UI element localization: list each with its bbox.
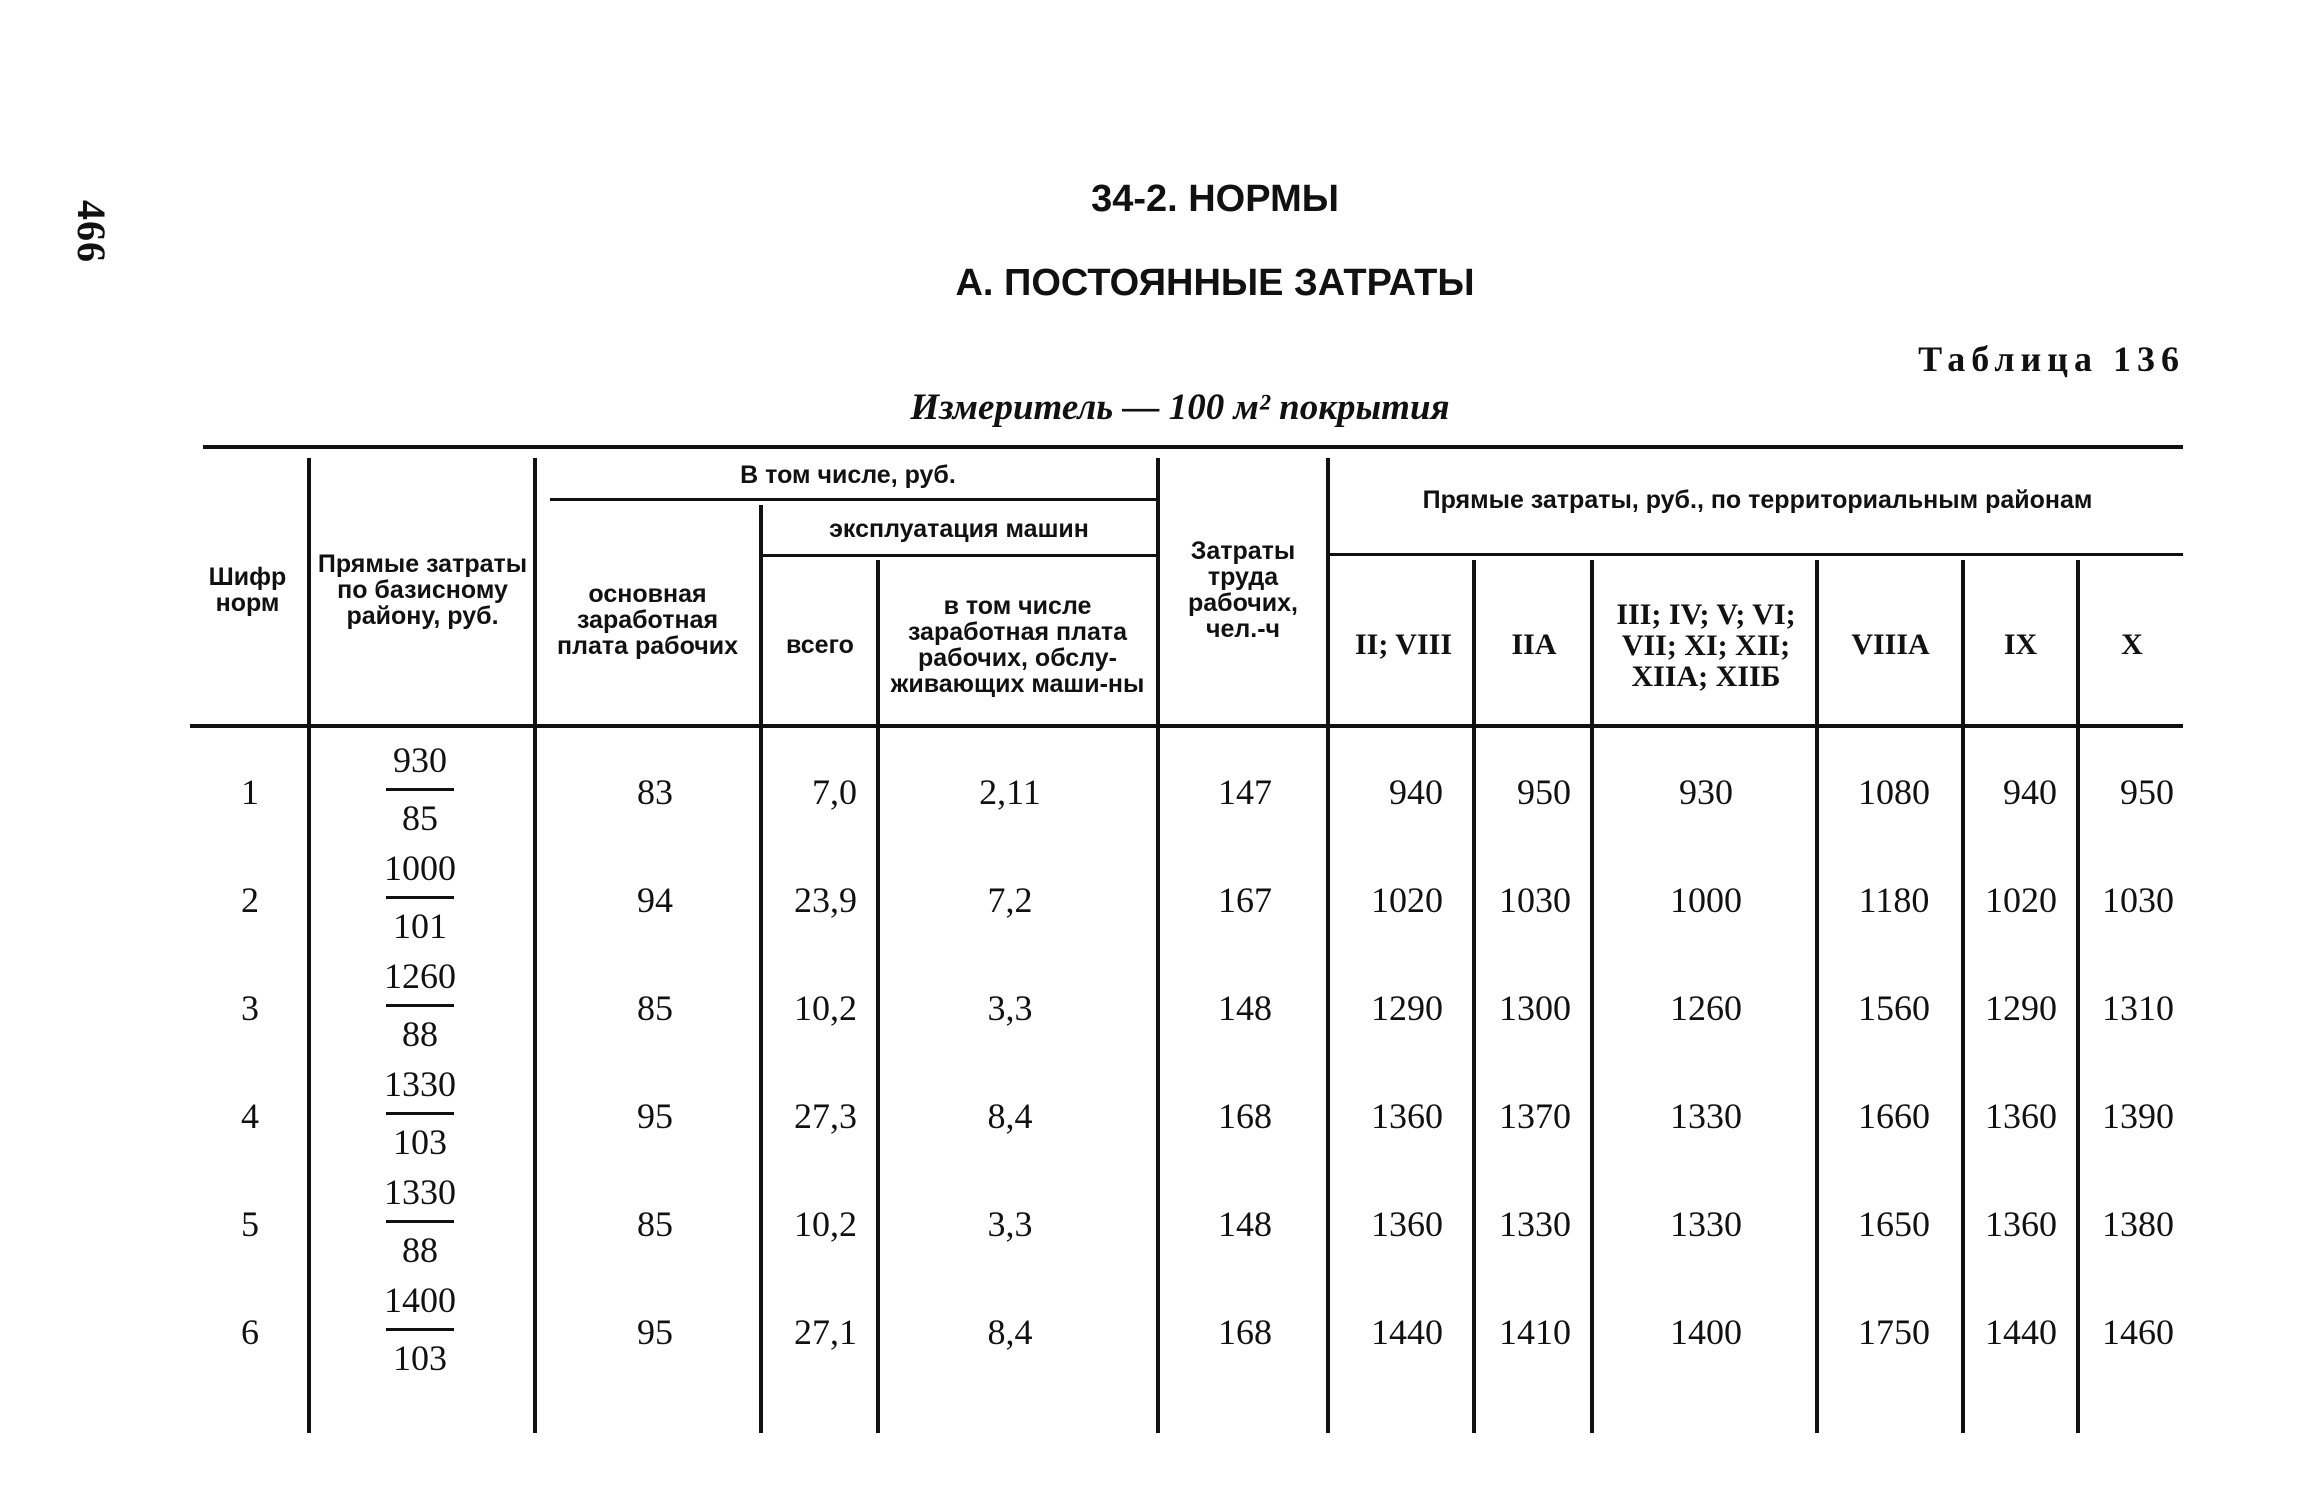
section-title: 34-2. НОРМЫ xyxy=(1091,178,1339,220)
cell-machines-wage: 8,4 xyxy=(987,1096,1033,1136)
numerator: 930 xyxy=(393,740,447,780)
cell-region-4: 1660 xyxy=(1858,1096,1930,1136)
cell-labor: 168 xyxy=(1218,1312,1272,1352)
table-top-rule xyxy=(203,445,2183,449)
cell-code: 6 xyxy=(241,1312,259,1352)
cell-region-5: 1290 xyxy=(1985,988,2057,1028)
cell-code: 3 xyxy=(241,988,259,1028)
cell-region-4: 1560 xyxy=(1858,988,1930,1028)
cell-direct-costs xyxy=(355,1172,485,1270)
cell-basic-wage: 94 xyxy=(637,880,673,920)
cell-machines-total: 23,9 xyxy=(794,880,857,920)
numerator: 1330 xyxy=(384,1172,456,1212)
cell-region-2: 1410 xyxy=(1499,1312,1571,1352)
cell-direct-costs xyxy=(355,740,485,838)
cell-machines-wage: 3,3 xyxy=(987,988,1033,1028)
cell-region-1: 1290 xyxy=(1371,988,1443,1028)
cell-region-2: 1370 xyxy=(1499,1096,1571,1136)
header-region-3: III; IV; V; VI; VII; XI; XII; XIIА; XIIБ xyxy=(1616,597,1796,693)
cell-region-4: 1080 xyxy=(1858,772,1930,812)
cell-machines-wage: 2,11 xyxy=(979,772,1041,812)
cell-machines-wage: 8,4 xyxy=(987,1312,1033,1352)
cell-region-5: 1020 xyxy=(1985,880,2057,920)
header-machine-operation: эксплуатация машин xyxy=(829,515,1089,543)
cell-region-6: 950 xyxy=(2120,772,2174,812)
cell-labor: 167 xyxy=(1218,880,1272,920)
cell-labor: 147 xyxy=(1218,772,1272,812)
header-region-6: X xyxy=(2121,628,2143,661)
fraction-bar xyxy=(386,788,454,791)
col-rule xyxy=(1472,560,1476,1433)
header-labor: Затраты труда рабочих, чел.-ч xyxy=(1188,537,1298,643)
col-rule xyxy=(2076,560,2080,1433)
cell-region-2: 1300 xyxy=(1499,988,1571,1028)
col-rule xyxy=(876,560,880,1433)
cell-region-3: 930 xyxy=(1679,772,1733,812)
cell-region-1: 940 xyxy=(1389,772,1443,812)
cell-region-3: 1330 xyxy=(1670,1204,1742,1244)
subsection-title: А. ПОСТОЯННЫЕ ЗАТРАТЫ xyxy=(955,262,1475,304)
header-direct-costs-regions: Прямые затраты, руб., по территориальным районам xyxy=(1422,486,2093,514)
cell-region-6: 1380 xyxy=(2102,1204,2174,1244)
col-rule xyxy=(759,505,763,1433)
cell-region-6: 1460 xyxy=(2102,1312,2174,1352)
col-rule xyxy=(1326,458,1330,1433)
denominator: 103 xyxy=(393,1122,447,1162)
header-including: В том числе, руб. xyxy=(740,461,956,489)
fraction-bar xyxy=(386,1220,454,1223)
measure-unit: Измеритель — 100 м² покрытия xyxy=(910,387,1450,428)
cell-machines-wage: 7,2 xyxy=(987,880,1033,920)
header-region-2: IIА xyxy=(1511,628,1557,661)
page-number: 466 xyxy=(69,200,114,263)
cell-region-2: 1330 xyxy=(1499,1204,1571,1244)
table-label: Таблица 136 xyxy=(1918,339,2185,379)
cell-machines-total: 27,1 xyxy=(794,1312,857,1352)
cell-region-3: 1000 xyxy=(1670,880,1742,920)
denominator: 103 xyxy=(393,1338,447,1378)
cell-region-5: 940 xyxy=(2003,772,2057,812)
cell-basic-wage: 95 xyxy=(637,1312,673,1352)
cell-basic-wage: 85 xyxy=(637,1204,673,1244)
cell-code: 4 xyxy=(241,1096,259,1136)
denominator: 88 xyxy=(402,1230,438,1270)
cell-region-3: 1330 xyxy=(1670,1096,1742,1136)
cell-region-5: 1440 xyxy=(1985,1312,2057,1352)
cell-direct-costs xyxy=(355,1280,485,1378)
numerator: 1000 xyxy=(384,848,456,888)
cell-machines-total: 27,3 xyxy=(794,1096,857,1136)
fraction-bar xyxy=(386,1328,454,1331)
cell-region-1: 1020 xyxy=(1371,880,1443,920)
header-region-1: II; VIII xyxy=(1355,628,1452,661)
numerator: 1400 xyxy=(384,1280,456,1320)
cell-region-6: 1310 xyxy=(2102,988,2174,1028)
cell-machines-total: 10,2 xyxy=(794,1204,857,1244)
cell-region-4: 1750 xyxy=(1858,1312,1930,1352)
col-rule xyxy=(533,458,537,1433)
header-machines-wage: в том числе заработная плата рабочих, обслу-живающих маши-ны xyxy=(890,592,1145,698)
col-rule xyxy=(1815,560,1819,1433)
cell-direct-costs xyxy=(355,1064,485,1162)
cell-machines-total: 7,0 xyxy=(812,772,857,812)
fraction-bar xyxy=(386,1112,454,1115)
cell-labor: 168 xyxy=(1218,1096,1272,1136)
cell-code: 2 xyxy=(241,880,259,920)
header-region-5: IX xyxy=(2003,628,2038,661)
cell-region-1: 1360 xyxy=(1371,1096,1443,1136)
numerator: 1330 xyxy=(384,1064,456,1104)
cell-region-3: 1400 xyxy=(1670,1312,1742,1352)
including-rule xyxy=(550,498,1156,501)
cell-machines-total: 10,2 xyxy=(794,988,857,1028)
fraction-bar xyxy=(386,1004,454,1007)
header-machines-total: всего xyxy=(786,631,854,659)
denominator: 88 xyxy=(402,1014,438,1054)
cell-labor: 148 xyxy=(1218,988,1272,1028)
cell-basic-wage: 85 xyxy=(637,988,673,1028)
cell-direct-costs xyxy=(355,848,485,946)
cell-region-6: 1390 xyxy=(2102,1096,2174,1136)
numerator: 1260 xyxy=(384,956,456,996)
regions-rule xyxy=(1330,553,2183,556)
cell-region-2: 950 xyxy=(1517,772,1571,812)
cell-code: 5 xyxy=(241,1204,259,1244)
cell-code: 1 xyxy=(241,772,259,812)
cell-region-1: 1440 xyxy=(1371,1312,1443,1352)
header-code: Шифр норм xyxy=(208,563,287,617)
cell-region-5: 1360 xyxy=(1985,1204,2057,1244)
col-rule xyxy=(1590,560,1594,1433)
cell-region-6: 1030 xyxy=(2102,880,2174,920)
header-bottom-rule xyxy=(190,724,2183,728)
header-region-4: VIIIА xyxy=(1851,628,1930,661)
header-direct-costs-base: Прямые затраты по базисному району, руб. xyxy=(317,550,528,630)
header-basic-wage: основная заработная плата рабочих xyxy=(556,580,739,660)
fraction-bar xyxy=(386,896,454,899)
cell-basic-wage: 95 xyxy=(637,1096,673,1136)
denominator: 85 xyxy=(402,798,438,838)
cell-region-2: 1030 xyxy=(1499,880,1571,920)
cell-basic-wage: 83 xyxy=(637,772,673,812)
machines-rule xyxy=(762,554,1156,557)
col-rule xyxy=(1156,458,1160,1433)
cell-machines-wage: 3,3 xyxy=(987,1204,1033,1244)
cell-region-4: 1180 xyxy=(1858,880,1930,920)
cell-direct-costs xyxy=(355,956,485,1054)
col-rule xyxy=(307,458,311,1433)
cell-region-4: 1650 xyxy=(1858,1204,1930,1244)
cell-region-3: 1260 xyxy=(1670,988,1742,1028)
cell-region-5: 1360 xyxy=(1985,1096,2057,1136)
denominator: 101 xyxy=(393,906,447,946)
cell-region-1: 1360 xyxy=(1371,1204,1443,1244)
cell-labor: 148 xyxy=(1218,1204,1272,1244)
